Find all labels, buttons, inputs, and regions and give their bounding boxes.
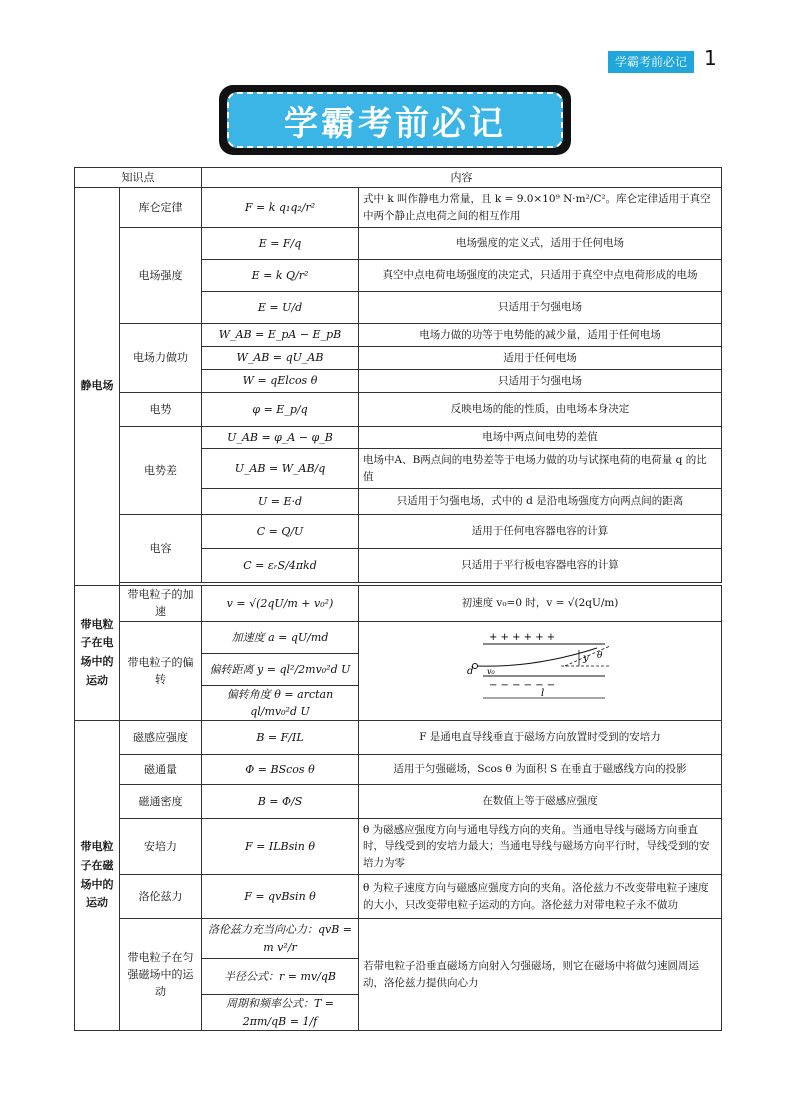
formula-work-1: W_AB = E_pA − E_pB <box>202 324 359 347</box>
minus-charges: − − − − − − <box>489 680 556 692</box>
plus-charges: + + + + + + <box>489 632 556 644</box>
formula-potential: φ = E_p/q <box>202 393 359 427</box>
section-electrostatic: 静电场 <box>75 188 120 586</box>
desc-flux-density: 在数值上等于磁感应强度 <box>359 785 722 819</box>
topic-pd: 电势差 <box>120 427 202 515</box>
topic-coulomb: 库仑定律 <box>120 188 202 228</box>
desc-potential: 反映电场的能的性质，由电场本身决定 <box>359 393 722 427</box>
table-row <box>75 819 722 875</box>
desc-circular: 若带电粒子沿垂直磁场方向射入匀强磁场，则它在磁场中将做匀速圆周运动，洛伦兹力提供向心力 <box>359 919 722 1031</box>
formula-lorentz: F = qvBsin θ <box>202 875 359 919</box>
deflection-diagram-cell <box>359 621 722 720</box>
formula-circular-2: 半径公式：r = mv/qB <box>202 959 359 995</box>
section-bfield-motion: 带电粒子在磁场中的运动 <box>75 721 120 1031</box>
desc-pd-1: 电场中两点间电势的差值 <box>359 427 722 449</box>
table-row <box>75 583 722 584</box>
formula-deflect-1: 加速度 a = qU/md <box>202 621 359 653</box>
topic-work: 电场力做功 <box>120 324 202 393</box>
table-row <box>75 755 722 785</box>
header-content: 内容 <box>202 168 722 188</box>
formula-ampere: F = ILBsin θ <box>202 819 359 875</box>
title-banner-inner <box>227 92 563 148</box>
table-row <box>75 721 722 755</box>
formula-work-3: W = qElcos θ <box>202 370 359 393</box>
formula-deflect-3: 偏转角度 θ = arctan ql/mv₀²d U <box>202 685 359 720</box>
page-title: 学霸考前必记 <box>284 103 506 144</box>
label-v0: v₀ <box>487 667 495 677</box>
topic-flux: 磁通量 <box>120 755 202 785</box>
table-row <box>75 188 722 228</box>
topic-circular: 带电粒子在匀强磁场中的运动 <box>120 919 202 1031</box>
topic-accel: 带电粒子的加速 <box>120 585 202 621</box>
formula-b: B = F/IL <box>202 721 359 755</box>
desc-field-3: 只适用于匀强电场 <box>359 292 722 324</box>
desc-field-2: 真空中点电荷电场强度的决定式，只适用于真空中点电荷形成的电场 <box>359 260 722 292</box>
formula-coulomb: F = k q₁q₂/r² <box>202 188 359 228</box>
desc-b: F 是通电直导线垂直于磁场方向放置时受到的安培力 <box>359 721 722 755</box>
desc-ampere: θ 为磁感应强度方向与通电导线方向的夹角。当通电导线与磁场方向垂直时，导线受到的安培力最大；当通电导线与磁场方向平行时，导线受到的安培力为零 <box>359 819 722 875</box>
formula-table <box>74 167 722 1031</box>
desc-work-1: 电场力做的功等于电势能的减少量，适用于任何电场 <box>359 324 722 347</box>
table-row <box>75 875 722 919</box>
table-row <box>75 585 722 621</box>
desc-cap-1: 适用于任何电容器电容的计算 <box>359 515 722 549</box>
desc-pd-3: 只适用于匀强电场，式中的 d 是沿电场强度方向两点间的距离 <box>359 489 722 515</box>
formula-field-3: E = U/d <box>202 292 359 324</box>
table-row <box>75 621 722 653</box>
formula-accel: v = √(2qU/m + v₀²) <box>202 585 359 621</box>
table-row <box>75 427 722 449</box>
formula-field-2: E = k Q/r² <box>202 260 359 292</box>
table-row <box>75 785 722 819</box>
formula-pd-3: U = E·d <box>202 489 359 515</box>
formula-field-1: E = F/q <box>202 228 359 260</box>
table-row <box>75 393 722 427</box>
label-l: l <box>541 688 545 700</box>
table-header-row <box>75 168 722 188</box>
table-row <box>75 919 722 959</box>
table-row <box>75 228 722 260</box>
desc-work-3: 只适用于匀强电场 <box>359 370 722 393</box>
topic-lorentz: 洛伦兹力 <box>120 875 202 919</box>
desc-work-2: 适用于任何电场 <box>359 347 722 370</box>
formula-pd-1: U_AB = φ_A − φ_B <box>202 427 359 449</box>
section-efield-motion: 带电粒子在电场中的运动 <box>75 585 120 720</box>
desc-field-1: 电场强度的定义式，适用于任何电场 <box>359 228 722 260</box>
header-badge: 学霸考前必记 <box>608 51 694 73</box>
header-topic: 知识点 <box>75 168 202 188</box>
formula-work-2: W_AB = qU_AB <box>202 347 359 370</box>
deflection-diagram <box>465 628 615 708</box>
desc-lorentz: θ 为粒子速度方向与磁感应强度方向的夹角。洛伦兹力不改变带电粒子速度的大小，只改变带电粒子运动的方向。洛伦兹力对带电粒子永不做功 <box>359 875 722 919</box>
formula-flux-density: B = Φ/S <box>202 785 359 819</box>
desc-accel: 初速度 v₀=0 时，v = √(2qU/m) <box>359 585 722 621</box>
label-y: y <box>583 653 589 665</box>
desc-pd-2: 电场中A、B两点间的电势差等于电场力做的功与试探电荷的电荷量 q 的比值 <box>359 449 722 489</box>
formula-deflect-2: 偏转距离 y = ql²/2mv₀²d U <box>202 653 359 685</box>
topic-field: 电场强度 <box>120 228 202 324</box>
desc-cap-2: 只适用于平行板电容器电容的计算 <box>359 549 722 583</box>
topic-b: 磁感应强度 <box>120 721 202 755</box>
page-number: 1 <box>704 46 717 70</box>
formula-circular-1: 洛伦兹力充当向心力：qvB = m v²/r <box>202 919 359 959</box>
desc-coulomb: 式中 k 叫作静电力常量，且 k = 9.0×10⁹ N·m²/C²。库仑定律适用于真空中两个静止点电荷之间的相互作用 <box>359 188 722 228</box>
formula-cap-1: C = Q/U <box>202 515 359 549</box>
topic-deflect: 带电粒子的偏转 <box>120 621 202 720</box>
topic-ampere: 安培力 <box>120 819 202 875</box>
topic-capacitance: 电容 <box>120 515 202 583</box>
topic-flux-density: 磁通密度 <box>120 785 202 819</box>
table-row <box>75 324 722 347</box>
formula-flux: Φ = BScos θ <box>202 755 359 785</box>
table-row <box>75 515 722 549</box>
title-banner <box>219 85 571 155</box>
label-theta: θ <box>597 651 603 662</box>
table-row <box>75 583 722 584</box>
formula-pd-2: U_AB = W_AB/q <box>202 449 359 489</box>
label-d: d <box>467 666 474 678</box>
topic-potential: 电势 <box>120 393 202 427</box>
formula-circular-3: 周期和频率公式：T = 2πm/qB = 1/f <box>202 995 359 1031</box>
desc-flux: 适用于匀强磁场，Scos θ 为面积 S 在垂直于磁感线方向的投影 <box>359 755 722 785</box>
formula-cap-2: C = εᵣS/4πkd <box>202 549 359 583</box>
